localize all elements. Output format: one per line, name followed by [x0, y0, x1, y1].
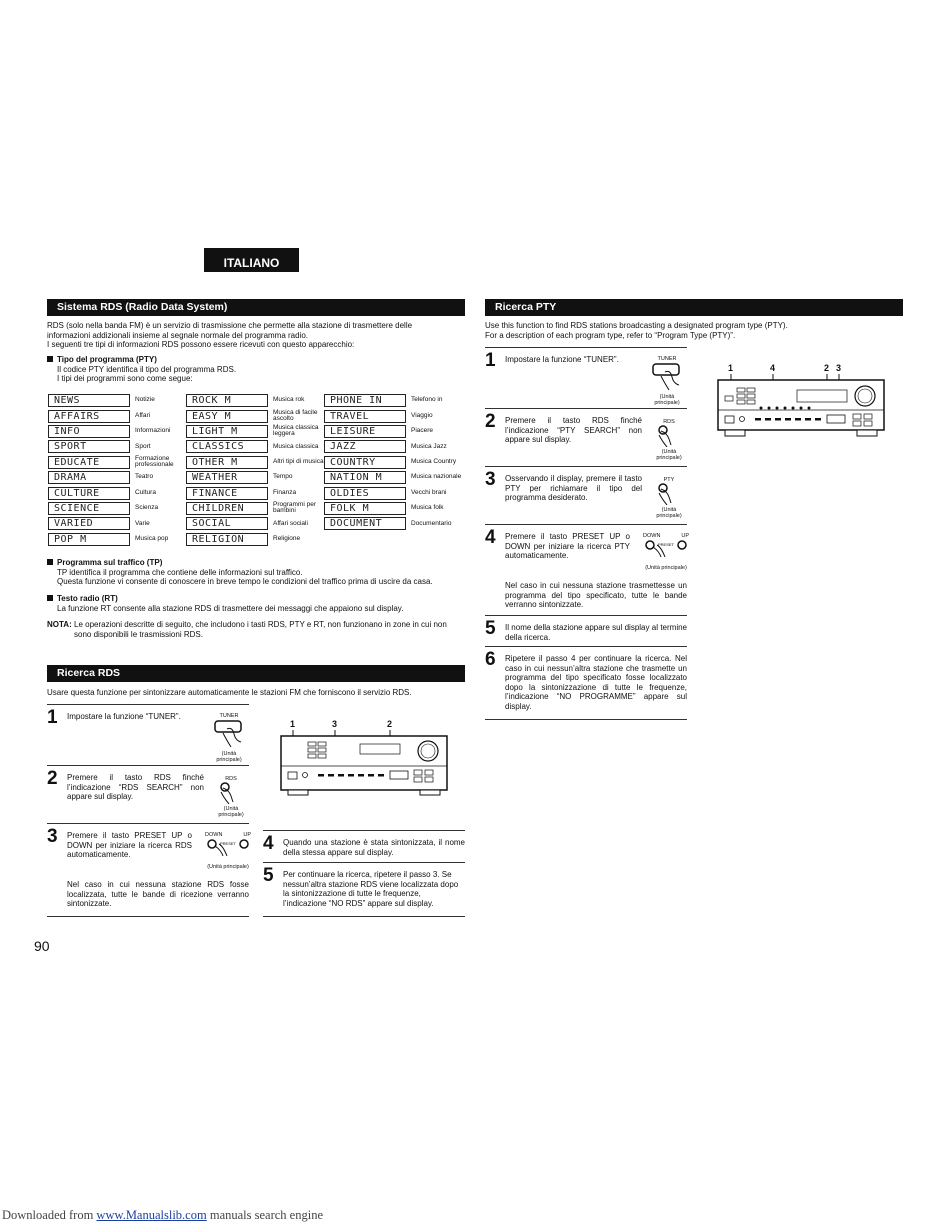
unit-caption: (Unità principale)	[654, 394, 680, 406]
rt-line: La funzione RT consente alla stazione RDS di trasmettere dei messaggi che appaiono sul display.	[57, 603, 404, 613]
pty-description: Piacere	[411, 427, 434, 435]
tuner-button-icon: TUNER (Unità principale)	[647, 356, 687, 406]
footer	[2, 1208, 323, 1223]
note-line: Le operazioni descritte di seguito, che includono i tasti RDS, PTY e RT, non funzionano in zone in cui non	[74, 620, 447, 629]
pty-description: Vecchi brani	[411, 488, 447, 496]
step-text: Il nome della stazione appare sul display al termine della ricerca.	[505, 623, 687, 642]
pty-code: FINANCE	[186, 487, 268, 500]
step-number: 5	[263, 865, 274, 886]
pty-code: DOCUMENT	[324, 517, 406, 530]
unit-caption: (Unità principale)	[216, 751, 242, 763]
step-text: Osservando il display, premere il tasto PTY per richiamare il tipo del programma desiderato.	[505, 474, 642, 502]
pty-table-cell	[324, 425, 462, 438]
rds-intro-line: RDS (solo nella banda FM) è un servizio di trasmissione che permette alla stazione di trasmettere delle	[47, 321, 413, 330]
pty-description: Musica rok	[273, 396, 305, 404]
bullet-square	[47, 559, 53, 565]
pty-code: AFFAIRS	[48, 410, 130, 423]
callout-label: 2	[387, 719, 393, 729]
pty-description: Finanza	[273, 488, 297, 496]
pty-step-5	[485, 616, 687, 647]
pty-table-row	[48, 470, 468, 485]
pty-description: Telefono in	[411, 396, 443, 404]
rds-button-icon: RDS (Unità principale)	[649, 419, 689, 461]
step-number: 2	[485, 411, 496, 432]
pty-table	[48, 393, 468, 547]
pty-table-row	[48, 455, 468, 470]
pty-code: INFO	[48, 425, 130, 438]
pty-description: Musica classica	[273, 442, 319, 450]
unit-caption: (Unità principale)	[645, 565, 687, 571]
footer-suffix: manuals search engine	[206, 1208, 323, 1222]
page-number: 90	[34, 938, 50, 954]
pty-table-cell	[48, 456, 186, 469]
pty-table-row	[48, 393, 468, 408]
step-text: Impostare la funzione “TUNER”.	[67, 712, 181, 721]
bullet-square	[47, 595, 53, 601]
pty-table-cell	[48, 471, 186, 484]
pty-block	[47, 355, 467, 384]
pty-code: EASY M	[186, 410, 268, 423]
ricerca-rds-intro: Usare questa funzione per sintonizzare automaticamente le stazioni FM che forniscono il servizio RDS.	[47, 688, 412, 697]
pty-description: Altri tipi di musica	[273, 458, 324, 465]
callout-label: 1	[728, 363, 734, 373]
ricerca-rds-title: Ricerca RDS	[47, 665, 465, 682]
pty-description: Cultura	[135, 488, 156, 496]
note-label: NOTA:	[47, 620, 72, 629]
rds-section-title: Sistema RDS (Radio Data System)	[47, 299, 465, 316]
pty-code: CLASSICS	[186, 440, 268, 453]
pty-step-1	[485, 347, 687, 409]
pty-description: Documentario	[411, 519, 452, 527]
pty-code: SCIENCE	[48, 502, 130, 515]
pty-table-cell	[48, 425, 186, 438]
step-number: 5	[485, 618, 496, 639]
pty-description: Formazione professionale	[135, 454, 174, 469]
pty-table-cell	[48, 502, 186, 515]
step-number: 4	[485, 527, 496, 548]
receiver-illustration-rds	[280, 718, 450, 798]
pty-description: Affari sociali	[273, 519, 308, 527]
pty-table-cell	[186, 440, 324, 453]
pty-intro-line: Use this function to find RDS stations broadcasting a designated program type (PTY).	[485, 321, 788, 330]
pty-table-cell	[324, 456, 462, 469]
step-text: Premere il tasto PRESET UP o DOWN per iniziare la ricerca PTY automaticamente.	[505, 532, 630, 560]
step-text: Impostare la funzione “TUNER”.	[505, 355, 619, 364]
step-text: Per continuare la ricerca, ripetere il passo 3. Se nessun’altra stazione RDS viene localizzata dopo la sintonizzazione di tutte le frequenze, l’indicazione “NO RDS” appare sul display.	[283, 870, 459, 908]
pty-code: OLDIES	[324, 487, 406, 500]
pty-step-3	[485, 467, 687, 525]
pty-table-cell	[324, 502, 462, 515]
pty-table-cell	[48, 517, 186, 530]
rds-step-2	[47, 766, 249, 824]
pty-code: EDUCATE	[48, 456, 130, 469]
note-line: sono disponibili le trasmissioni RDS.	[74, 629, 203, 639]
step-text: Premere il tasto RDS finché l’indicazione “RDS SEARCH” non appare sul display.	[67, 773, 204, 801]
unit-caption: (Unità principale)	[656, 507, 682, 519]
rds-intro	[47, 321, 467, 350]
step-text: Premere il tasto PRESET UP o DOWN per iniziare la ricerca RDS automaticamente.	[67, 831, 192, 859]
step-number: 1	[47, 707, 58, 728]
pty-code: FOLK M	[324, 502, 406, 515]
pty-table-row	[48, 408, 468, 423]
svg-text:PRESET: PRESET	[219, 841, 237, 846]
tp-block	[47, 558, 467, 587]
unit-caption: (Unità principale)	[218, 806, 244, 818]
pty-table-cell	[186, 502, 324, 515]
pty-table-cell	[324, 487, 462, 500]
pty-description: Notizie	[135, 396, 155, 404]
callout-label: 2	[824, 363, 830, 373]
pty-code: DRAMA	[48, 471, 130, 484]
pty-table-cell	[186, 517, 324, 530]
pty-code: OTHER M	[186, 456, 268, 469]
pty-table-cell	[186, 425, 324, 438]
pty-code: VARIED	[48, 517, 130, 530]
pty-heading: Tipo del programma (PTY)	[57, 355, 157, 364]
pty-table-cell	[186, 533, 324, 546]
pty-code: NEWS	[48, 394, 130, 407]
pty-code: ROCK M	[186, 394, 268, 407]
note-block	[47, 620, 467, 639]
pty-table-cell	[186, 456, 324, 469]
rds-intro-line: I seguenti tre tipi di informazioni RDS possono essere ricevuti con questo apparecchio:	[47, 340, 355, 349]
pty-description: Varie	[135, 519, 150, 527]
pty-step-4	[485, 525, 687, 616]
pty-table-cell	[48, 440, 186, 453]
step-number: 3	[485, 469, 496, 490]
pty-code: PHONE IN	[324, 394, 406, 407]
manualslib-link[interactable]: www.Manualslib.com	[96, 1208, 207, 1222]
rt-block	[47, 594, 467, 613]
preset-buttons-icon: DOWN UP PRESET (Unità principale)	[643, 533, 689, 571]
pty-table-cell	[186, 394, 324, 407]
rds-button-icon: RDS (Unità principale)	[211, 776, 251, 818]
pty-description: Affari	[135, 411, 151, 419]
step-text: Ripetere il passo 4 per continuare la ricerca. Nel caso in cui nessun’altra stazione che trasmette un programma del tipo specificato fosse localizzato dopo la sintonizzazione di tutte le frequenze, l’indicazione “NO PROGRAMME” appare sul display.	[505, 654, 687, 711]
pty-description: Viaggio	[411, 411, 433, 419]
pty-table-row	[48, 501, 468, 516]
pty-description: Sport	[135, 442, 151, 450]
svg-text:PRESET: PRESET	[657, 542, 675, 547]
step-number: 3	[47, 826, 58, 847]
callout-label: 3	[332, 719, 338, 729]
rds-step-1	[47, 704, 249, 766]
receiver-illustration-pty	[717, 362, 887, 440]
pty-code: POP M	[48, 533, 130, 546]
pty-code: COUNTRY	[324, 456, 406, 469]
unit-caption: (Unità principale)	[207, 864, 249, 870]
step-number: 1	[485, 350, 496, 371]
pty-description: Tempo	[273, 473, 293, 481]
pty-table-cell	[324, 471, 462, 484]
step-number: 6	[485, 649, 496, 670]
pty-code: WEATHER	[186, 471, 268, 484]
language-badge: ITALIANO	[204, 248, 299, 272]
rds-intro-line: informazioni addizionali insieme al segnale normale del programma radio.	[47, 330, 309, 340]
callout-label: 3	[836, 363, 842, 373]
pty-table-cell	[186, 471, 324, 484]
bullet-square	[47, 356, 53, 362]
pty-description: Musica Country	[411, 458, 457, 465]
step-text: Premere il tasto RDS finché l’indicazione “PTY SEARCH” non appare sul display.	[505, 416, 642, 444]
tp-heading: Programma sul traffico (TP)	[57, 558, 163, 567]
pty-description: Programmi per bambini	[273, 500, 316, 515]
pty-code: SPORT	[48, 440, 130, 453]
pty-button-icon: PTY (Unità principale)	[649, 477, 689, 519]
step-extra: Nel caso in cui nessuna stazione RDS fosse localizzata, tutte le bande di ricezione verranno sintonizzate.	[67, 880, 249, 908]
pty-code: CHILDREN	[186, 502, 268, 515]
pty-code: LIGHT M	[186, 425, 268, 438]
ricerca-pty-intro	[485, 321, 905, 340]
pty-description: Religione	[273, 534, 301, 542]
pty-table-row	[48, 485, 468, 500]
pty-code: JAZZ	[324, 440, 406, 453]
step-number: 2	[47, 768, 58, 789]
pty-table-cell	[48, 410, 186, 423]
pty-description: Musica classica leggera	[273, 423, 319, 438]
pty-table-cell	[186, 487, 324, 500]
tuner-button-icon: TUNER (Unità principale)	[209, 713, 249, 763]
rt-heading: Testo radio (RT)	[57, 594, 118, 603]
pty-table-row	[48, 532, 468, 547]
rds-step-4	[263, 830, 465, 863]
pty-line: Il codice PTY identifica il tipo del programma RDS.	[57, 364, 237, 374]
pty-description: Musica nazionale	[411, 473, 462, 481]
step-extra: Nel caso in cui nessuna stazione trasmettesse un programma del tipo specificato, tutte le bande verranno sintonizzate.	[505, 581, 687, 609]
pty-description: Scienza	[135, 504, 159, 512]
pty-table-row	[48, 424, 468, 439]
pty-description: Musica folk	[411, 504, 444, 512]
pty-description: Musica di facile ascolto	[273, 408, 318, 423]
pty-table-cell	[48, 533, 186, 546]
footer-prefix: Downloaded from	[2, 1208, 97, 1222]
step-text: Quando una stazione è stata sintonizzata, il nome della stessa appare sul display.	[283, 838, 465, 857]
pty-step-6	[485, 647, 687, 720]
pty-code: CULTURE	[48, 487, 130, 500]
pty-table-cell	[324, 517, 462, 530]
pty-description: Informazioni	[135, 427, 171, 435]
pty-description: Teatro	[135, 473, 154, 481]
pty-table-cell	[324, 410, 462, 423]
pty-table-row	[48, 439, 468, 454]
pty-code: SOCIAL	[186, 517, 268, 530]
unit-caption: (Unità principale)	[656, 449, 682, 461]
callout-label: 1	[290, 719, 296, 729]
pty-code: TRAVEL	[324, 410, 406, 423]
pty-code: LEISURE	[324, 425, 406, 438]
tp-line: TP identifica il programma che contiene delle informazioni sul traffico.	[57, 567, 303, 577]
callout-label: 4	[770, 363, 776, 373]
pty-line: I tipi dei programmi sono come segue:	[57, 374, 193, 383]
ricerca-pty-title: Ricerca PTY	[485, 299, 903, 316]
pty-table-row	[48, 516, 468, 531]
pty-code: RELIGION	[186, 533, 268, 546]
pty-intro-line: For a description of each program type, refer to “Program Type (PTY)”.	[485, 330, 736, 340]
rds-step-5	[263, 863, 465, 917]
pty-table-cell	[324, 394, 462, 407]
rds-step-3	[47, 824, 249, 917]
pty-table-cell	[324, 440, 462, 453]
preset-buttons-icon: DOWN UP PRESET (Unità principale)	[205, 832, 251, 870]
pty-table-cell	[48, 394, 186, 407]
pty-description: Musica pop	[135, 534, 169, 542]
step-number: 4	[263, 833, 274, 854]
pty-step-2	[485, 409, 687, 467]
pty-code: NATION M	[324, 471, 406, 484]
pty-table-cell	[186, 410, 324, 423]
tp-line: Questa funzione vi consente di conoscere in breve tempo le condizioni del traffico prima di uscire da casa.	[57, 577, 433, 586]
pty-description: Musica Jazz	[411, 442, 447, 450]
pty-table-cell	[48, 487, 186, 500]
